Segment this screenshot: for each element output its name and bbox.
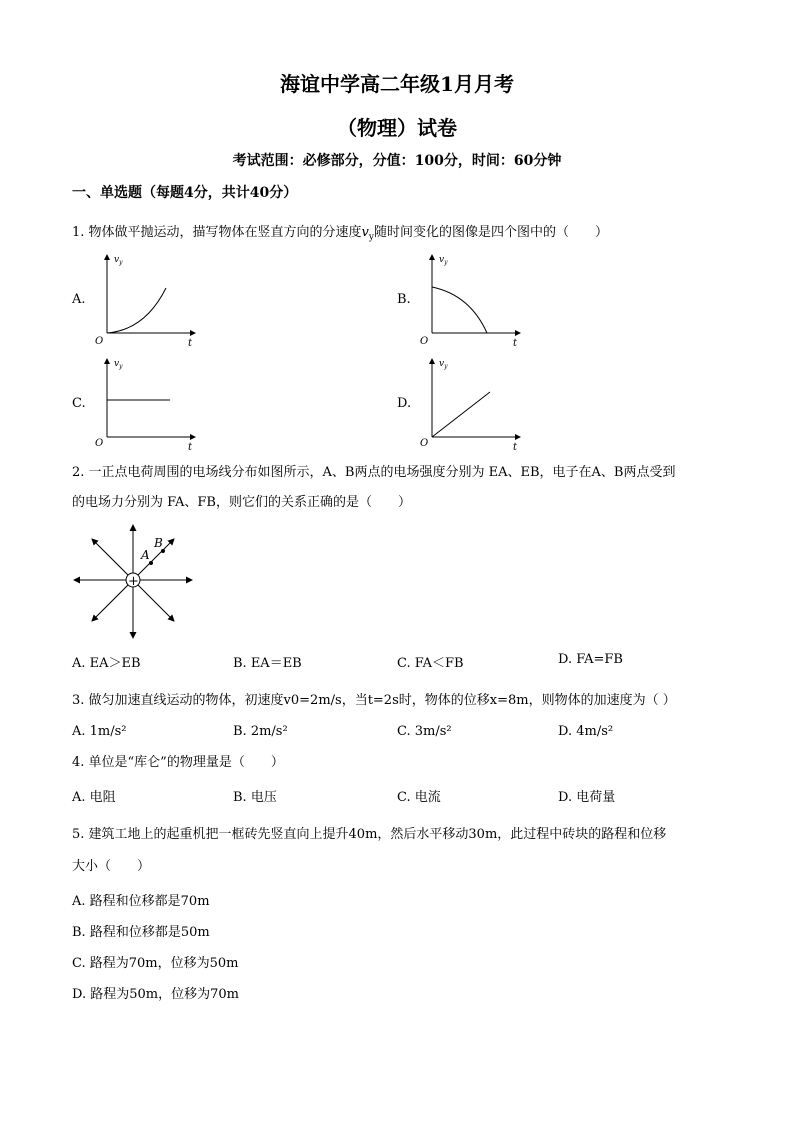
graph-b-y-label: $v_y$ [439, 255, 448, 266]
page-subtitle: （物理）试卷 [337, 116, 457, 140]
graph-d-line [432, 392, 490, 437]
option-c-label: C. [72, 396, 86, 411]
question-4-option-a[interactable]: A. 电阻 [72, 790, 116, 805]
option-a-label: A. [72, 292, 86, 307]
question-3-option-d[interactable]: D. 4m/s² [558, 724, 614, 739]
question-5-option-b[interactable]: B. 路程和位移都是50m [72, 925, 210, 940]
charge-sign: + [128, 574, 139, 589]
question-2-line-2: 的电场力分别为 FA、FB，则它们的关系正确的是（ ） [72, 495, 411, 510]
graph-c-origin: O [95, 438, 104, 449]
graph-a-origin: O [95, 336, 104, 347]
graph-c [90, 354, 200, 454]
section-heading: 一、单选题（每题4分，共计40分） [72, 185, 298, 201]
question-1-var-sub: y [368, 232, 374, 243]
question-1-text-a: 1. 物体做平抛运动，描写物体在竖直方向的分速度 [72, 225, 362, 240]
option-d-label: D. [397, 396, 412, 411]
question-4: 4. 单位是“库仑”的物理量是（ ） [72, 755, 284, 770]
question-2-option-d[interactable]: D. FA=FB [558, 652, 623, 667]
page-title: 海谊中学高二年级1月月考 [280, 72, 514, 96]
option-b-label: B. [397, 292, 411, 307]
question-2-line-1: 2. 一正点电荷周围的电场线分布如图所示，A、B两点的电场强度分别为 EA、EB，电子在A、B两点受到 [72, 465, 676, 480]
graph-c-x-label: t [188, 442, 193, 453]
field-line [92, 580, 133, 621]
question-5-line-1: 5. 建筑工地上的起重机把一框砖先竖直向上提升40m，然后水平移动30m，此过程中砖块的路程和位移 [72, 827, 667, 842]
graph-d [415, 354, 525, 454]
graph-d-x-label: t [513, 442, 518, 453]
question-4-option-c[interactable]: C. 电流 [397, 790, 441, 805]
graph-b [415, 250, 525, 350]
electric-field-figure [70, 520, 200, 644]
question-3-option-a[interactable]: A. 1m/s² [72, 724, 127, 739]
question-1-var: v [361, 225, 369, 240]
graph-a-x-label: t [188, 338, 193, 349]
question-4-option-b[interactable]: B. 电压 [233, 790, 277, 805]
question-5-line-2: 大小（ ） [72, 859, 151, 874]
point-b-label: B [154, 536, 163, 550]
question-3-option-c[interactable]: C. 3m/s² [397, 724, 452, 739]
question-5-option-d[interactable]: D. 路程为50m，位移为70m [72, 987, 239, 1002]
graph-a [90, 250, 200, 350]
question-2-option-b[interactable]: B. EA＝EB [233, 656, 302, 671]
graph-a-curve [107, 288, 166, 333]
graph-b-origin: O [420, 336, 429, 347]
exam-info: 考试范围：必修部分，分值：100分，时间：60分钟 [232, 153, 562, 169]
field-line [133, 580, 174, 621]
question-3-option-b[interactable]: B. 2m/s² [233, 724, 288, 739]
question-1 [72, 222, 608, 249]
question-3: 3. 做匀加速直线运动的物体，初速度v0=2m/s，当t=2s时，物体的位移x=8m，则物体的加速度为（ ） [72, 693, 676, 708]
question-5-option-c[interactable]: C. 路程为70m，位移为50m [72, 956, 239, 971]
graph-b-curve [432, 287, 487, 333]
point-a-label: A [141, 548, 150, 562]
graph-b-x-label: t [513, 338, 518, 349]
question-2-option-c[interactable]: C. FA＜FB [397, 656, 464, 671]
question-4-option-d[interactable]: D. 电荷量 [558, 790, 616, 805]
question-2-option-a[interactable]: A. EA＞EB [72, 656, 141, 671]
graph-d-y-label: $v_y$ [439, 359, 448, 370]
question-1-text-b: 随时间变化的图像是四个图中的（ ） [374, 225, 609, 240]
graph-c-y-label: $v_y$ [114, 359, 123, 370]
graph-d-origin: O [420, 438, 429, 449]
graph-a-y-label: $v_y$ [114, 255, 123, 266]
field-line [92, 539, 133, 580]
question-5-option-a[interactable]: A. 路程和位移都是70m [72, 894, 210, 909]
